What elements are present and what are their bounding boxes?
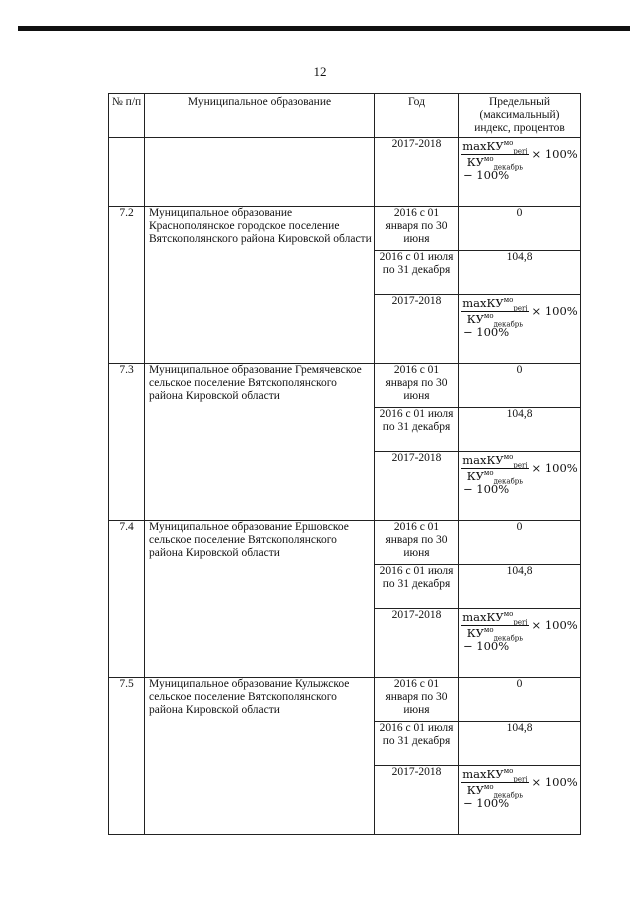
formula-numerator <box>461 454 528 469</box>
formula-fraction <box>461 767 528 800</box>
formula-num-sup: мо <box>503 453 514 462</box>
formula-num-main: maxКУ <box>462 296 504 310</box>
formula-den-sup: мо <box>483 626 494 635</box>
header-municipality: Муниципальное образование <box>145 94 375 138</box>
index-value: 104,8 <box>459 565 581 609</box>
year-cell: 2016 с 01 января по 30 июня <box>375 521 459 565</box>
formula-num-sup: мо <box>503 139 514 148</box>
formula-minus: − 100% <box>463 482 510 496</box>
formula-num-main: maxКУ <box>462 453 504 467</box>
formula <box>461 610 578 643</box>
formula-denominator <box>466 469 524 486</box>
year-cell: 2017-2018 <box>375 609 459 678</box>
index-value: 0 <box>459 207 581 251</box>
formula <box>461 139 578 172</box>
row-number: 7.2 <box>109 207 145 364</box>
header-row <box>109 94 581 138</box>
year-cell: 2016 с 01 июля по 31 декабря <box>375 251 459 295</box>
page-number: 12 <box>313 64 327 79</box>
municipality-name: Муниципальное образование Краснополянское городское поселение Вятскополянского района Кировской области <box>145 207 375 364</box>
formula-minus: − 100% <box>463 168 510 182</box>
formula-den-sub: декабрь <box>493 320 524 329</box>
formula-num-sup: мо <box>503 296 514 305</box>
formula-times: × 100% <box>531 147 578 161</box>
municipality-name <box>145 138 375 207</box>
index-table <box>108 93 581 835</box>
index-formula-cell <box>459 138 581 207</box>
row-number <box>109 138 145 207</box>
formula-denominator <box>466 783 524 800</box>
formula-denominator <box>466 155 524 172</box>
formula-den-sub: декабрь <box>493 163 524 172</box>
formula-minus: − 100% <box>463 639 510 653</box>
formula-num-sub: perj <box>513 775 528 784</box>
index-value: 0 <box>459 678 581 722</box>
year-cell: 2017-2018 <box>375 138 459 207</box>
year-cell: 2016 с 01 июля по 31 декабря <box>375 565 459 609</box>
formula-den-sub: декабрь <box>493 791 524 800</box>
formula-numerator <box>461 611 528 626</box>
table-row <box>109 207 581 251</box>
index-formula-cell <box>459 452 581 521</box>
formula-den-main: КУ <box>466 626 484 640</box>
formula-denominator <box>466 312 524 329</box>
formula-fraction <box>461 453 528 486</box>
formula-times: × 100% <box>531 618 578 632</box>
year-cell: 2017-2018 <box>375 295 459 364</box>
index-formula-cell <box>459 766 581 835</box>
formula-denominator <box>466 626 524 643</box>
index-value: 104,8 <box>459 408 581 452</box>
formula-num-main: maxКУ <box>462 610 504 624</box>
formula-num-sup: мо <box>503 767 514 776</box>
year-cell: 2016 с 01 июля по 31 декабря <box>375 408 459 452</box>
formula-den-sub: декабрь <box>493 634 524 643</box>
formula <box>461 296 578 329</box>
year-cell: 2016 с 01 января по 30 июня <box>375 364 459 408</box>
row-number: 7.3 <box>109 364 145 521</box>
formula-num-sub: perj <box>513 147 528 156</box>
formula-den-sup: мо <box>483 469 494 478</box>
table-row <box>109 678 581 722</box>
formula-den-main: КУ <box>466 155 484 169</box>
formula-den-main: КУ <box>466 312 484 326</box>
index-value: 104,8 <box>459 251 581 295</box>
formula-numerator <box>461 297 528 312</box>
municipality-name: Муниципальное образование Кулыжское сельское поселение Вятскополянского района Кировской области <box>145 678 375 835</box>
formula-den-sub: декабрь <box>493 477 524 486</box>
year-cell: 2017-2018 <box>375 766 459 835</box>
header-num: № п/п <box>109 94 145 138</box>
index-value: 104,8 <box>459 722 581 766</box>
formula-num-sub: perj <box>513 461 528 470</box>
year-cell: 2016 с 01 января по 30 июня <box>375 678 459 722</box>
formula-num-sub: perj <box>513 618 528 627</box>
formula-times: × 100% <box>531 461 578 475</box>
header-index: Предельный (максимальный) индекс, процентов <box>459 94 581 138</box>
row-number: 7.4 <box>109 521 145 678</box>
municipality-name: Муниципальное образование Ершовское сельское поселение Вятскополянского района Кировской области <box>145 521 375 678</box>
formula-num-main: maxКУ <box>462 767 504 781</box>
header-year: Год <box>375 94 459 138</box>
formula-num-main: maxКУ <box>462 139 504 153</box>
formula-num-sub: perj <box>513 304 528 313</box>
year-cell: 2016 с 01 июля по 31 декабря <box>375 722 459 766</box>
formula-fraction <box>461 610 528 643</box>
table-row <box>109 521 581 565</box>
top-rule <box>18 26 630 31</box>
formula-den-sup: мо <box>483 155 494 164</box>
formula-times: × 100% <box>531 775 578 789</box>
index-formula-cell <box>459 295 581 364</box>
formula-num-sup: мо <box>503 610 514 619</box>
index-value: 0 <box>459 364 581 408</box>
formula-den-sup: мо <box>483 312 494 321</box>
formula-minus: − 100% <box>463 325 510 339</box>
formula-fraction <box>461 296 528 329</box>
formula-numerator <box>461 768 528 783</box>
formula-den-sup: мо <box>483 783 494 792</box>
formula <box>461 453 578 486</box>
row-number: 7.5 <box>109 678 145 835</box>
formula-fraction <box>461 139 528 172</box>
year-cell: 2016 с 01 января по 30 июня <box>375 207 459 251</box>
continuation-row <box>109 138 581 207</box>
formula-minus: − 100% <box>463 796 510 810</box>
table-body <box>109 138 581 835</box>
year-cell: 2017-2018 <box>375 452 459 521</box>
formula-numerator <box>461 140 528 155</box>
formula-den-main: КУ <box>466 469 484 483</box>
formula <box>461 767 578 800</box>
formula-den-main: КУ <box>466 783 484 797</box>
municipality-name: Муниципальное образование Гремячевское сельское поселение Вятскополянского района Кировской области <box>145 364 375 521</box>
index-value: 0 <box>459 521 581 565</box>
table-row <box>109 364 581 408</box>
index-formula-cell <box>459 609 581 678</box>
formula-times: × 100% <box>531 304 578 318</box>
